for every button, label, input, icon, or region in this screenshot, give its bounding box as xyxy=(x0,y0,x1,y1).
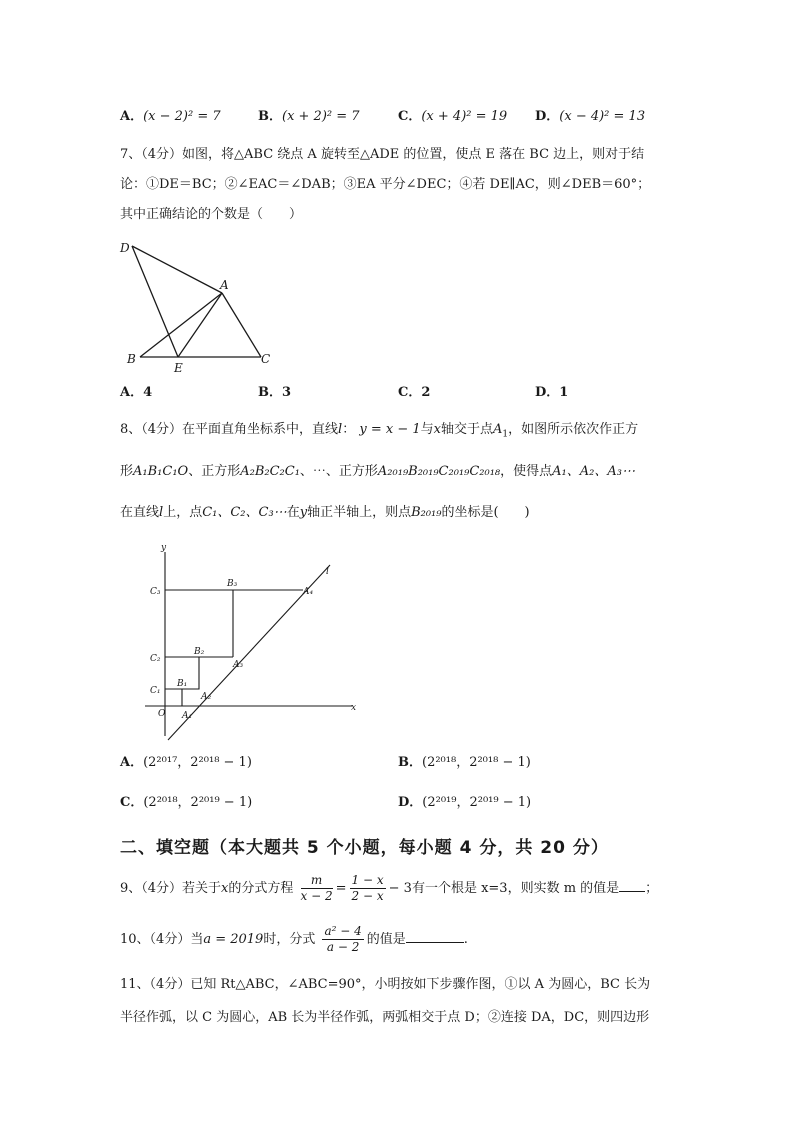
q8-label-A4: A₄ xyxy=(303,587,314,597)
q7-line-2: 论：①DE＝BC；②∠EAC＝∠DAB；③EA 平分∠DEC；④若 DE∥AC，则∠DEB＝60°； xyxy=(120,177,651,192)
q8-label-C3: C₃ xyxy=(150,587,161,597)
q7-label-C: C xyxy=(261,352,271,366)
q7-option-d[interactable]: D．1 xyxy=(535,385,569,400)
q8-line-1: 8、（4分）在平面直角坐标系中，直线l： y = x − 1与x轴交于点$A_1$，如图所示依次作正方 xyxy=(120,422,639,440)
q8-square-1 xyxy=(165,689,182,706)
q7-label-D: D xyxy=(120,241,130,255)
q7-seg-AC xyxy=(222,293,261,357)
q10-line: 10、（4分）当a = 2019时，分式 $\frac{\text{a² − 4}}{a - 2}$ 的值是 . xyxy=(120,924,468,954)
q8-option-b[interactable]: B．(2²⁰¹⁸，2²⁰¹⁸ − 1) xyxy=(398,755,531,770)
q8-label-C1: C₁ xyxy=(150,686,161,696)
q8-option-d[interactable]: D．(2²⁰¹⁹，2²⁰¹⁹ − 1) xyxy=(398,795,532,810)
q10-fraction: $\frac{\text{a² − 4}}{a - 2}$ xyxy=(324,924,362,954)
q8-label-A1: A₁ xyxy=(182,711,193,721)
q11-line-1: 11、（4分）已知 Rt△ABC，∠ABC=90°，小明按如下步骤作图，①以 A 为圆心，BC 长为 xyxy=(120,977,651,992)
q8-label-B2: B₂ xyxy=(194,647,205,657)
q8-label-C2: C₂ xyxy=(150,654,161,664)
q8-figure xyxy=(140,540,370,740)
q9-line: 9、（4分）若关于x的分式方程 $\frac{m}{x - 2}$ = $\frac{1 - x}{2 - x}$ − 3有一个根是 x=3，则实数 m 的值是 ； xyxy=(120,873,659,903)
q7-line-3: 其中正确结论的个数是（ ） xyxy=(120,207,303,222)
q6-option-c[interactable]: C．(x + 4)² = 19 xyxy=(398,109,508,124)
q7-figure xyxy=(110,232,290,377)
q7-label-E: E xyxy=(174,361,183,375)
q9-fraction-2: $\frac{1 - x}{2 - x}$ xyxy=(351,873,384,903)
q10-answer-blank[interactable] xyxy=(406,930,464,943)
q7-seg-DE xyxy=(132,246,178,357)
q7-option-b[interactable]: B．3 xyxy=(258,385,292,400)
q11-line-2: 半径作弧，以 C 为圆心，AB 长为半径作弧，两弧相交于点 D；②连接 DA，DC，则四边形 xyxy=(120,1010,650,1025)
q8-label-y: y xyxy=(161,543,167,553)
q7-line-1: 7、（4分）如图，将△ABC 绕点 A 旋转至△ADE 的位置，使点 E 落在 BC 边上，则对于结 xyxy=(120,147,645,162)
q8-label-B1: B₁ xyxy=(177,679,188,689)
q8-label-O: O xyxy=(158,709,166,719)
q7-option-c[interactable]: C．2 xyxy=(398,385,431,400)
q8-label-A3: A₃ xyxy=(233,660,244,670)
q8-line-2: 形A₁B₁C₁O、正方形A₂B₂C₂C₁、⋯、正方形A₂₀₁₉B₂₀₁₉C₂₀₁₉C₂₀₁₈，使得点A₁、A₂、A₃⋯ xyxy=(120,464,635,479)
q9-answer-blank[interactable] xyxy=(619,879,645,892)
q6-option-d[interactable]: D．(x − 4)² = 13 xyxy=(535,109,646,124)
q8-option-c[interactable]: C．(2²⁰¹⁸，2²⁰¹⁹ − 1) xyxy=(120,795,253,810)
q7-option-a[interactable]: A．4 xyxy=(120,385,153,400)
q6-option-b[interactable]: B．(x + 2)² = 7 xyxy=(258,109,360,124)
q7-label-A: A xyxy=(220,278,229,292)
q6-option-a[interactable]: A．(x − 2)² = 7 xyxy=(120,109,221,124)
q9-fraction-1: $\frac{m}{x - 2}$ xyxy=(300,873,333,903)
q8-label-B3: B₃ xyxy=(227,579,238,589)
q8-line-3: 在直线l上，点C₁、C₂、C₃⋯在y轴正半轴上，则点B₂₀₁₉的坐标是( ) xyxy=(120,505,530,520)
q7-seg-AE xyxy=(178,293,222,357)
q8-label-x: x xyxy=(351,703,357,713)
q7-seg-AB xyxy=(140,293,222,357)
q8-option-a[interactable]: A．(2²⁰¹⁷，2²⁰¹⁸ − 1) xyxy=(120,755,252,770)
section-2-title: 二、填空题（本大题共 5 个小题，每小题 4 分，共 20 分） xyxy=(120,838,609,858)
q7-label-B: B xyxy=(127,352,136,366)
q8-label-l: l xyxy=(326,567,329,577)
q8-label-A2: A₂ xyxy=(201,692,212,702)
q7-seg-DA xyxy=(132,246,222,293)
